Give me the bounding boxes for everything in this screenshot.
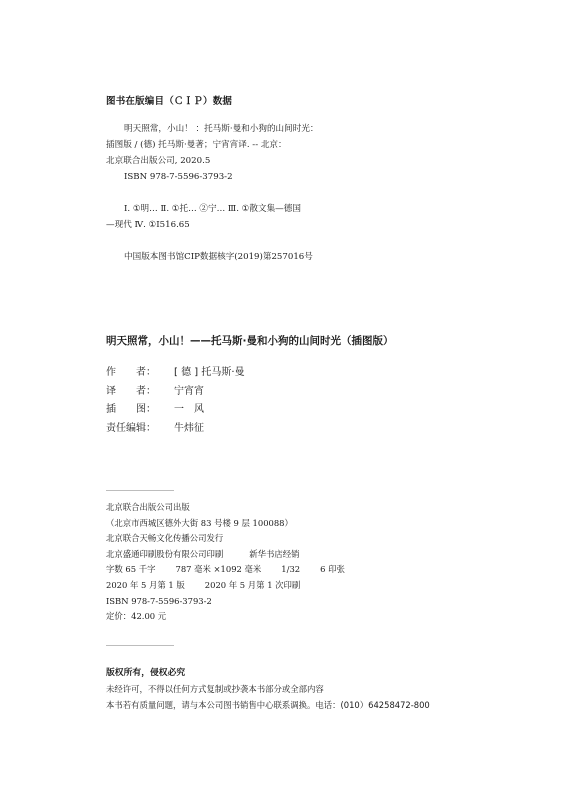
pub-edition-row xyxy=(106,578,345,594)
cip-line-title: 明天照常，小山！ ：托马斯·曼和小狗的山间时光： xyxy=(124,124,319,134)
pub-seller: 新华书店经销 xyxy=(249,548,300,559)
credit-value: 牛炜征 xyxy=(174,422,204,434)
credit-row-author xyxy=(106,364,245,383)
credit-label: 译 者： xyxy=(106,385,156,397)
pub-edition: 2020 年 5 月第 1 版 xyxy=(106,579,185,590)
cip-line-isbn: ISBN 978-7-5596-3793-2 xyxy=(124,172,233,182)
publication-info xyxy=(106,500,345,625)
pub-distributor: 北京联合天畅文化传播公司发行 xyxy=(106,533,224,544)
credit-label: 插 图： xyxy=(106,404,156,415)
cip-line-classification: —现代 Ⅳ. ①I516.65 xyxy=(106,220,190,230)
pub-printing: 2020 年 5 月第 1 次印刷 xyxy=(204,579,301,590)
pub-format: 787 毫米 ×1092 毫米 xyxy=(175,564,262,575)
credit-value: [ 德 ] 托马斯·曼 xyxy=(174,367,245,378)
pub-publisher: 北京联合出版公司出版 xyxy=(106,502,190,512)
pub-price: 定价：42.00 元 xyxy=(106,611,167,622)
pub-isbn: ISBN 978-7-5596-3793-2 xyxy=(106,595,212,606)
book-title: 明天照常，小山！——托马斯·曼和小狗的山间时光（插图版） xyxy=(106,335,394,347)
rights-heading: 版权所有，侵权必究 xyxy=(106,668,186,678)
credit-value: 宁宵宵 xyxy=(174,385,204,397)
cip-line-subjects: Ⅰ. ①明… Ⅱ. ①托… ②宁… Ⅲ. ①散文集—德国 xyxy=(124,204,301,214)
credit-row-translator xyxy=(106,383,245,402)
credit-label: 责任编辑： xyxy=(106,422,156,434)
cip-data-block xyxy=(106,121,319,265)
pub-address: （北京市西城区德外大街 83 号楼 9 层 100088） xyxy=(106,517,293,528)
credit-value: 一 风 xyxy=(174,404,204,415)
cip-heading: 图书在版编目（ＣＩＰ）数据 xyxy=(106,96,233,107)
cip-line-approval-number: 中国版本图书馆CIP数据核字(2019)第257016号 xyxy=(124,252,313,262)
pub-word-count: 字数 65 千字 xyxy=(106,564,156,575)
divider-top xyxy=(106,490,174,491)
rights-line-1: 未经许可，不得以任何方式复制或抄袭本书部分或全部内容 xyxy=(106,684,324,694)
divider-bottom xyxy=(106,645,174,646)
cip-line-publisher: 北京联合出版公司, 2020.5 xyxy=(106,156,211,166)
pub-printer: 北京盛通印刷股份有限公司印刷 xyxy=(106,548,224,559)
rights-notice xyxy=(106,665,430,713)
pub-fold: 1/32 xyxy=(281,564,301,575)
credit-row-editor xyxy=(106,420,245,439)
pub-printer-row xyxy=(106,547,345,563)
pub-sheets: 6 印张 xyxy=(320,564,345,575)
credit-label: 作 者： xyxy=(106,367,156,378)
credits-list xyxy=(106,364,245,438)
cip-line-author: 插图版 / (德) 托马斯·曼著；宁宵宵译. -- 北京： xyxy=(106,140,287,150)
credit-row-illustrator xyxy=(106,401,245,420)
rights-line-2: 本书若有质量问题，请与本公司图书销售中心联系调换。电话：(010）64258472-800 xyxy=(106,700,430,710)
pub-specs-row xyxy=(106,562,345,578)
